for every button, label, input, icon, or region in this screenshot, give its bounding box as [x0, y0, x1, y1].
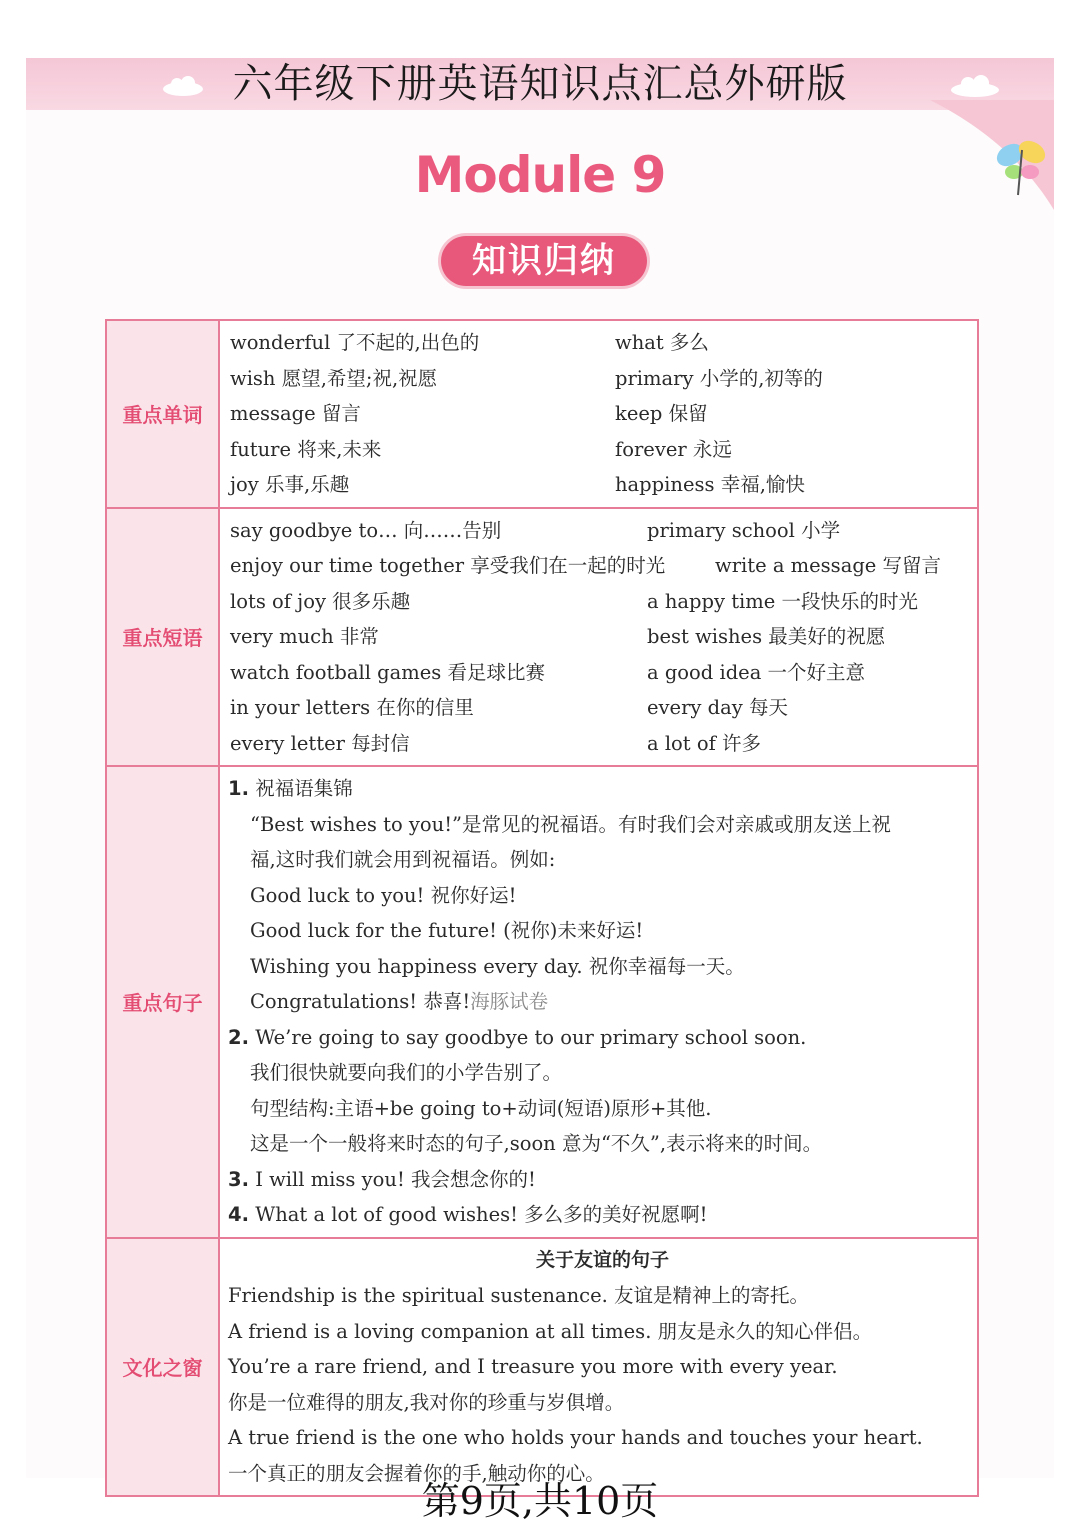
- vocab-row: [106, 320, 978, 508]
- vocab-item: happiness 幸福,愉快: [615, 473, 805, 496]
- page-footer: 第9页,共10页: [421, 1479, 659, 1523]
- phrase-item: every day 每天: [647, 696, 788, 719]
- module-title: Module 9: [414, 146, 666, 204]
- culture-line: 你是一位难得的朋友,我对你的珍重与岁俱增。: [228, 1390, 625, 1414]
- culture-line: A friend is a loving companion at all times. 朋友是永久的知心伴侣。: [228, 1319, 873, 1343]
- vocab-item: keep 保留: [615, 402, 708, 425]
- culture-line: You’re a rare friend, and I treasure you more with every year.: [228, 1355, 838, 1378]
- vocab-item: wonderful 了不起的,出色的: [230, 331, 480, 354]
- vocab-item: message 留言: [230, 402, 361, 425]
- vocab-item: forever 永远: [615, 437, 732, 461]
- phrase-item: primary school 小学: [647, 518, 841, 542]
- sentence-4: [228, 1197, 977, 1233]
- item-number: 2.: [228, 1025, 249, 1049]
- phrase-item: say goodbye to… 向……告别: [230, 518, 502, 542]
- vocab-item: future 将来,未来: [230, 437, 382, 461]
- section-pill: 知识归纳: [441, 236, 647, 286]
- text-line: “Best wishes to you!”是常见的祝福语。有时我们会对亲戚或朋友送上祝: [250, 812, 892, 836]
- phrase-item: every letter 每封信: [230, 731, 410, 755]
- item-number: 1.: [228, 777, 249, 800]
- document-title: 六年级下册英语知识点汇总外研版: [232, 61, 848, 107]
- phrase-item: very much 非常: [230, 625, 379, 648]
- sentence-3: [228, 1162, 977, 1198]
- text-line: 福,这时我们就会用到祝福语。例如:: [250, 848, 556, 871]
- sentence-1-heading: [228, 771, 977, 807]
- heading-text: 祝福语集锦: [255, 777, 353, 800]
- sentence-2: [228, 1020, 977, 1056]
- text-line: 句型结构:主语+be going to+动词(短语)原形+其他.: [250, 1096, 712, 1120]
- text-span: Congratulations! 恭喜!: [250, 990, 471, 1013]
- sentences-label: 重点句子: [106, 766, 219, 1238]
- vocab-item: joy 乐事,乐趣: [230, 473, 350, 496]
- phrase-item: enjoy our time together 享受我们在一起的时光: [230, 554, 666, 577]
- phrase-item: a lot of 许多: [647, 731, 761, 755]
- sentences-row: [106, 766, 978, 1238]
- text-line: [228, 984, 977, 1020]
- sentences-content: [219, 766, 978, 1238]
- phrase-item: a good idea 一个好主意: [647, 660, 866, 684]
- text-line: 这是一个一般将来时态的句子,soon 意为“不久”,表示将来的时间。: [250, 1132, 823, 1155]
- sentence-text: We’re going to say goodbye to our primary school soon.: [255, 1025, 807, 1049]
- phrase-item: a happy time 一段快乐的时光: [647, 589, 918, 613]
- culture-content: [219, 1238, 978, 1497]
- phrase-item: watch football games 看足球比赛: [230, 660, 545, 684]
- culture-label: 文化之窗: [106, 1238, 219, 1497]
- phrases-content: [219, 508, 978, 767]
- text-line: Wishing you happiness every day. 祝你幸福每一天。: [250, 954, 745, 978]
- culture-line: Friendship is the spiritual sustenance. 友谊是精神上的寄托。: [228, 1284, 810, 1307]
- sentence-text: I will miss you! 我会想念你的!: [255, 1167, 536, 1191]
- phrase-item: best wishes 最美好的祝愿: [647, 625, 886, 648]
- text-line: 我们很快就要向我们的小学告别了。: [250, 1061, 563, 1084]
- culture-line: 一个真正的朋友会握着你的手,触动你的心。: [228, 1461, 605, 1485]
- sentence-text: What a lot of good wishes! 多么多的美好祝愿啊!: [255, 1203, 708, 1226]
- item-number: 3.: [228, 1167, 249, 1191]
- phrases-row: [106, 508, 978, 767]
- phrase-item: lots of joy 很多乐趣: [230, 589, 411, 613]
- phrases-label: 重点短语: [106, 508, 219, 767]
- text-line: Good luck to you! 祝你好运!: [250, 883, 517, 907]
- vocab-label: 重点单词: [106, 320, 219, 508]
- vocab-item: wish 愿望,希望;祝,祝愿: [230, 366, 438, 390]
- phrase-item: write a message 写留言: [715, 554, 942, 577]
- text-line: Good luck for the future! (祝你)未来好运!: [250, 919, 644, 942]
- vocab-content: [219, 320, 978, 508]
- item-number: 4.: [228, 1203, 249, 1226]
- culture-row: [106, 1238, 978, 1497]
- vocab-item: primary 小学的,初等的: [615, 366, 823, 390]
- watermark: 海豚试卷: [470, 990, 549, 1013]
- vocab-item: what 多么: [615, 331, 709, 354]
- culture-heading: 关于友谊的句子: [535, 1248, 669, 1271]
- phrase-item: in your letters 在你的信里: [230, 696, 474, 719]
- culture-line: A true friend is the one who holds your hands and touches your heart.: [228, 1426, 923, 1449]
- knowledge-table: [105, 319, 979, 1497]
